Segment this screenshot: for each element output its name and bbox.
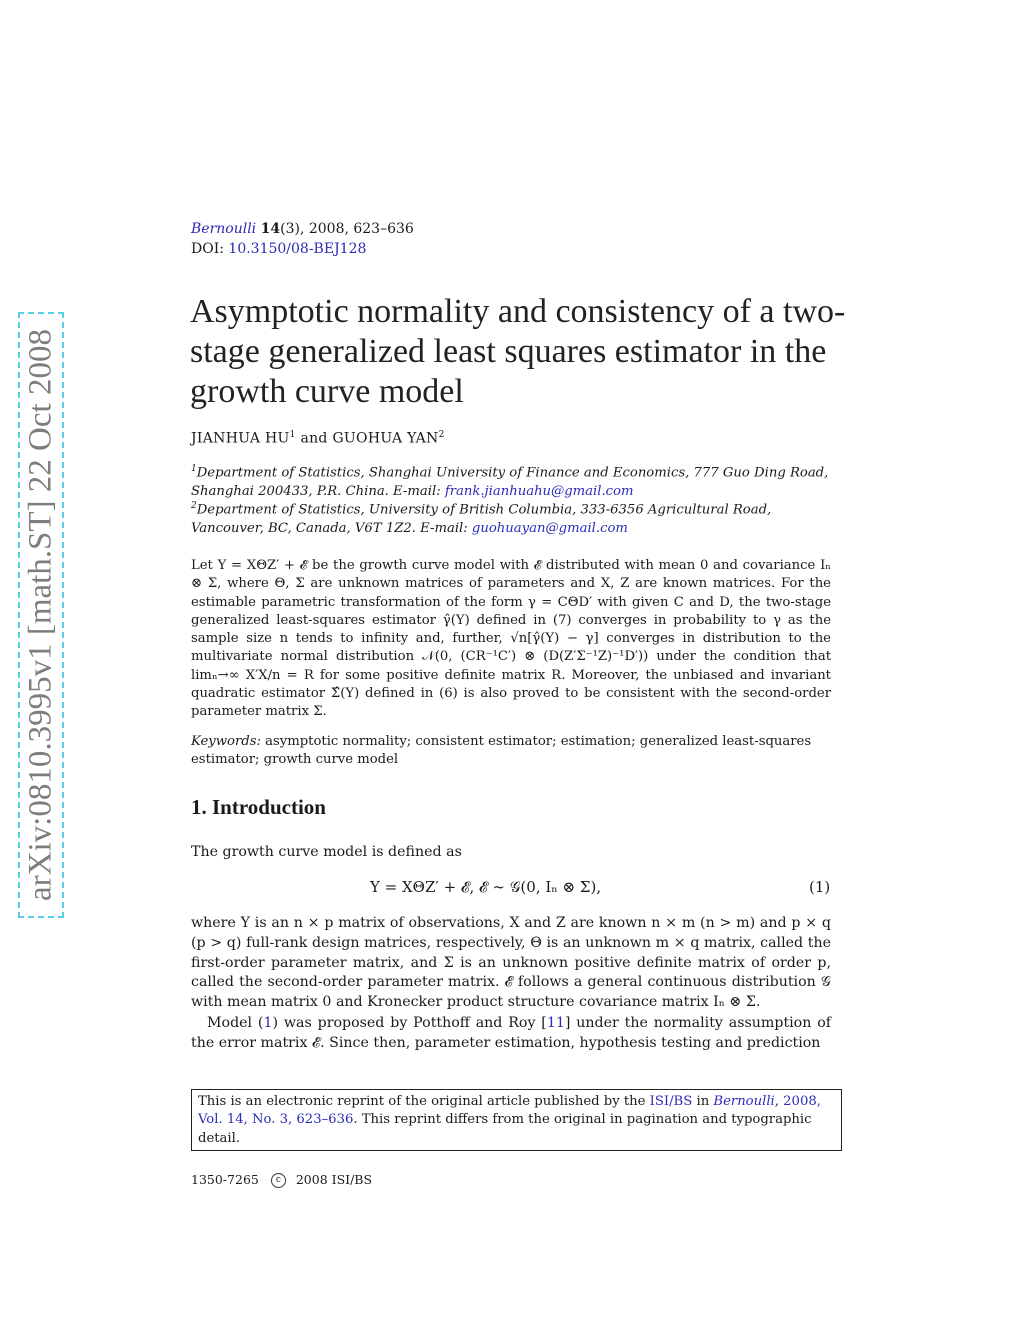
affiliation-1-sup: 1 <box>191 464 197 474</box>
intro-paragraph-3 <box>191 1014 831 1054</box>
journal-issue-pages: (3), 2008, 623–636 <box>280 221 414 237</box>
keywords-label: Keywords: <box>191 734 261 749</box>
arxiv-id: arXiv:0810.3995v1 [math.ST] 22 Oct 2008 <box>22 329 59 901</box>
para-model-a: Model ( <box>207 1015 264 1031</box>
reprint-text-b: in <box>692 1094 714 1109</box>
journal-volume: 14 <box>260 221 281 237</box>
affiliation-1-text: Department of Statistics, Shanghai University of Finance and Economics, 777 Guo Ding Road, Shanghai 200433, P.R. China. E-mail: <box>191 465 829 499</box>
author-1: JIANHUA HU <box>191 430 290 447</box>
affiliation-1 <box>191 460 833 501</box>
author-connector: and <box>300 430 328 447</box>
citation-link-11[interactable]: 11 <box>546 1015 565 1031</box>
paper-title: Asymptotic normality and consistency of a two-stage generalized least squares estimator in the growth curve model <box>190 293 846 410</box>
arxiv-sidebar-stamp <box>18 312 64 918</box>
volume-link[interactable]: 2008, Vol. 14, No. 3, 623–636 <box>198 1094 821 1128</box>
reprint-text-a: This is an electronic reprint of the original article published by the <box>198 1094 650 1109</box>
affiliation-2 <box>191 497 833 538</box>
affiliation-2-text: Department of Statistics, University of British Columbia, 333-6356 Agricultural Road, Vancouver, BC, Canada, V6T 1Z2. E-mail: <box>191 502 772 536</box>
keywords-text: asymptotic normality; consistent estimator; estimation; generalized least-squares estimator; growth curve model <box>191 734 812 768</box>
author-1-sup: 1 <box>289 430 296 440</box>
para-model-b: ) was proposed by Potthoff and Roy [ <box>272 1015 547 1031</box>
equation-number: (1) <box>809 878 831 896</box>
doi-label: DOI: <box>191 241 224 257</box>
section-heading-introduction: 1. Introduction <box>191 795 326 819</box>
bernoulli-link[interactable]: Bernoulli <box>713 1094 775 1109</box>
doi-line <box>191 241 366 257</box>
para-model-c: ] under the normality assumption of the error matrix 𝓔. Since then, parameter estimation, hypothesis testing and prediction <box>191 1015 831 1051</box>
author-line <box>191 430 445 447</box>
journal-link[interactable]: Bernoulli <box>191 221 257 237</box>
keywords <box>191 733 831 770</box>
intro-paragraph-1: The growth curve model is defined as <box>191 844 462 860</box>
email-link-1[interactable]: frank.jianhuahu@gmail.com <box>444 483 634 499</box>
intro-paragraph-2: where Y is an n × p matrix of observations, X and Z are known n × m (n > m) and p × q (p > q) full-rank design matrices, respectively, Θ is an unknown m × q matrix, called the first-order parameter matrix, and Σ is an unknown positive definite matrix of order p, called the second-order parameter matrix. 𝓔 follows a general continuous distribution 𝒢 with mean matrix 0 and Kronecker product structure covariance matrix Iₙ ⊗ Σ. <box>191 915 831 1011</box>
isibs-link[interactable]: ISI/BS <box>649 1094 693 1109</box>
email-link-2[interactable]: guohuayan@gmail.com <box>471 520 628 536</box>
abstract: Let Y = XΘZ′ + 𝓔 be the growth curve model with 𝓔 distributed with mean 0 and covariance Iₙ ⊗ Σ, where Θ, Σ are unknown matrices of parameters and X, Z are known matrices. For the estimable parametric transformation of the form γ = CΘD′ with given C and D, the two-stage generalized least-squares estimator γ̂(Y) defined in (7) converges in probability to γ as the sample size n tends to infinity and, further, √n[γ̂(Y) − γ] converges in distribution to the multivariate normal distribution 𝒩(0, (CR⁻¹C′) ⊗ (D(Z′Σ⁻¹Z)⁻¹D′)) under the condition that limₙ→∞ X′X/n = R for some positive definite matrix R. Moreover, the unbiased and invariant quadratic estimator Σ̂(Y) defined in (6) is also proved to be consistent with the second-order parameter matrix Σ. <box>191 558 831 720</box>
equation-1: Y = XΘZ′ + 𝓔, 𝓔 ∼ 𝒢(0, Iₙ ⊗ Σ), <box>370 878 602 896</box>
footer-issn-line <box>191 1172 372 1188</box>
reprint-notice-box <box>191 1089 842 1151</box>
affiliation-2-sup: 2 <box>191 501 197 511</box>
copyright-text: 2008 ISI/BS <box>295 1172 373 1187</box>
author-2-sup: 2 <box>438 430 445 440</box>
reprint-text-c: , <box>774 1094 784 1109</box>
author-2: GUOHUA YAN <box>332 430 439 447</box>
copyright-icon: c <box>271 1173 286 1188</box>
issn: 1350-7265 <box>191 1172 259 1187</box>
journal-citation <box>191 221 414 237</box>
equation-ref-link[interactable]: 1 <box>263 1015 273 1031</box>
doi-link[interactable]: 10.3150/08-BEJ128 <box>228 241 367 257</box>
reprint-text-d: . This reprint differs from the original in pagination and typographic detail. <box>198 1112 812 1146</box>
